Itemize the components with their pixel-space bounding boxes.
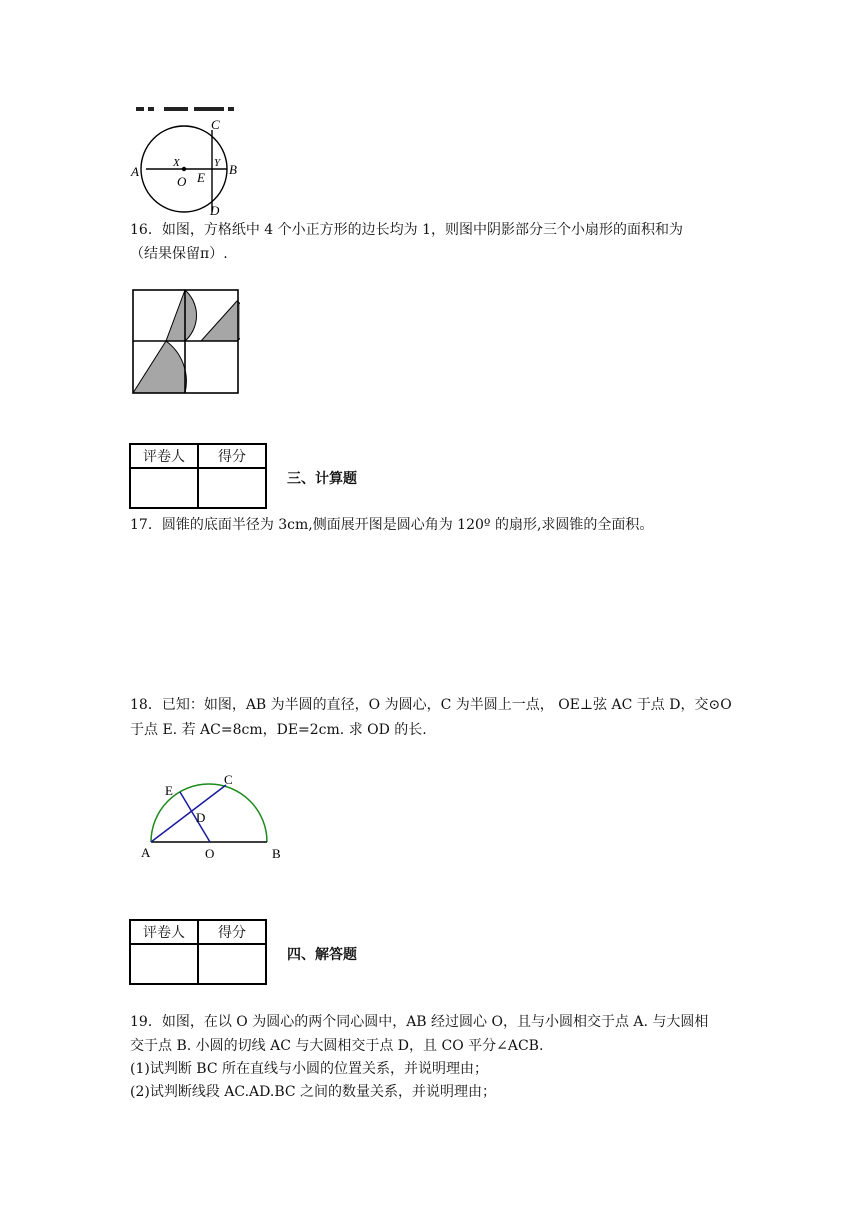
q18-line1: 18．已知：如图，AB 为半圆的直径，O 为圆心，C 为半圆上一点， OE⊥弦 AC 于点 D，交⊙O — [130, 697, 732, 713]
grader-cell — [130, 944, 198, 984]
score-header: 得分 — [198, 920, 266, 944]
grader-header: 评卷人 — [130, 444, 198, 468]
q19-line2: 交于点 B. 小圆的切线 AC 与大圆相交于点 D，且 CO 平分∠ACB. — [130, 1038, 544, 1054]
q19-line3: (1)试判断 BC 所在直线与小圆的位置关系，并说明理由； — [130, 1061, 488, 1077]
score-cell — [198, 944, 266, 984]
label-Y: Y — [214, 157, 221, 169]
label-C: C — [211, 117, 220, 132]
grader-cell — [130, 468, 198, 508]
label-B: B — [272, 846, 281, 861]
score-table-section3 — [129, 443, 267, 509]
label-X: X — [173, 157, 180, 169]
label-C: C — [224, 772, 233, 787]
label-D: D — [196, 810, 206, 825]
label-E: E — [165, 783, 173, 798]
q19-line1: 19．如图，在以 O 为圆心的两个同心圆中，AB 经过圆心 O，且与小圆相交于点 A. 与大圆相 — [130, 1014, 709, 1030]
score-table-section4 — [129, 919, 267, 985]
label-A: A — [141, 845, 151, 860]
label-A: A — [131, 164, 139, 179]
score-header: 得分 — [198, 444, 266, 468]
q19-line4: (2)试判断线段 AC.AD.BC 之间的数量关系，并说明理由； — [130, 1084, 497, 1100]
q17-text: 17．圆锥的底面半径为 3cm,侧面展开图是圆心角为 120º 的扇形,求圆锥的全面积。 — [130, 517, 654, 533]
cropped-text-remnant — [128, 97, 238, 103]
label-O: O — [205, 846, 215, 861]
figure-circle-chord — [128, 112, 258, 220]
section4-title: 四、解答题 — [287, 947, 357, 963]
score-cell — [198, 468, 266, 508]
label-O: O — [177, 174, 187, 189]
section3-title: 三、计算题 — [287, 471, 357, 487]
figure-grid-sectors — [132, 289, 240, 395]
grader-header: 评卷人 — [130, 920, 198, 944]
figure-semicircle — [138, 770, 288, 865]
label-E: E — [197, 170, 205, 185]
label-B: B — [229, 162, 237, 177]
q18-line2: 于点 E. 若 AC=8cm，DE=2cm. 求 OD 的长. — [130, 722, 427, 738]
label-D: D — [210, 203, 220, 218]
q16-line2: （结果保留π）. — [130, 246, 228, 262]
q16-line1: 16．如图，方格纸中 4 个小正方形的边长均为 1，则图中阴影部分三个小扇形的面积和为 — [130, 222, 683, 238]
